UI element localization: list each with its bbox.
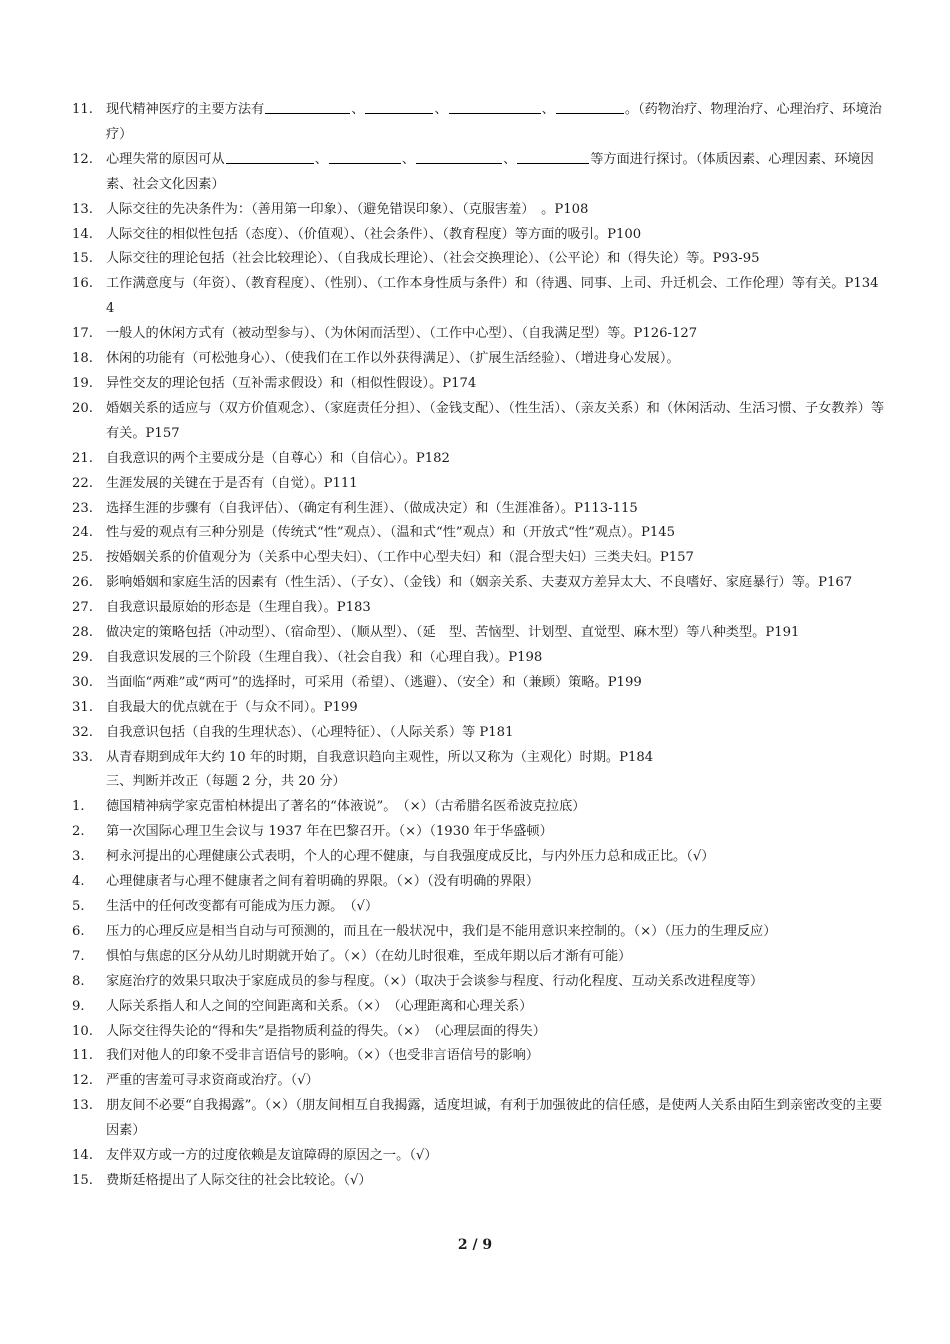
item-text: 从青春期到成年大约 10 年的时期，自我意识趋向主观性，所以又称为（主观化）时期。P184	[106, 749, 654, 765]
list-item	[72, 272, 884, 322]
fill-in-items	[72, 98, 884, 198]
list-item	[72, 98, 884, 148]
item-text: 人际交往的相似性包括（态度）、（价值观）、（社会条件）、（教育程度）等方面的吸引。P100	[106, 226, 642, 242]
item-text: 柯永河提出的心理健康公式表明，个人的心理不健康，与自我强度成反比，与内外压力总和成正比。（√）	[106, 849, 715, 865]
item-number: 17.	[72, 326, 93, 342]
item-text: 费斯廷格提出了人际交往的社会比较论。（√）	[106, 1172, 372, 1188]
item-number: 27.	[72, 600, 93, 616]
item-text: 自我意识的两个主要成分是（自尊心）和（自信心）。P182	[106, 450, 450, 466]
item-text-segment: 等方面进行探讨。（体质因素、心理因素、环境因素、社会文化因素）	[106, 151, 874, 192]
list-item	[72, 696, 884, 721]
list-item	[72, 895, 884, 920]
item-text-segment: 、	[351, 102, 365, 117]
item-text: 按婚姻关系的价值观分为（关系中心型夫妇）、（工作中心型夫妇）和（混合型夫妇）三类夫妇。P157	[106, 550, 694, 566]
page-number: 2 / 9	[457, 1237, 493, 1253]
item-number: 29.	[72, 649, 93, 665]
judgment-list	[72, 795, 884, 1194]
list-item	[72, 870, 884, 895]
item-number: 15.	[72, 251, 93, 267]
item-number: 1.	[72, 799, 85, 815]
item-text: 家庭治疗的效果只取决于家庭成员的参与程度。（×）（取决于会谈参与程度、行动化程度、互动关系改进程度等）	[106, 973, 764, 989]
list-item	[72, 795, 884, 820]
item-text: 工作满意度与（年资）、（教育程度）、（性别）、（工作本身性质与条件）和（待遇、同事、上司、升迁机会、工作伦理）等有关。P134 4	[106, 276, 879, 317]
item-number: 13.	[72, 201, 93, 217]
item-text: 自我意识包括（自我的生理状态）、（心理特征）、（人际关系）等 P181	[106, 724, 514, 740]
item-number: 28.	[72, 625, 93, 641]
item-number: 31.	[72, 699, 93, 715]
item-number: 14.	[72, 1148, 93, 1164]
item-text: 严重的害羞可寻求资商或治疗。（√）	[106, 1073, 319, 1089]
list-item	[72, 571, 884, 596]
item-text: 我们对他人的印象不受非言语信号的影响。（×）（也受非言语信号的影响）	[106, 1048, 540, 1064]
item-number: 26.	[72, 575, 93, 591]
list-item	[72, 247, 884, 272]
answer-list	[72, 198, 884, 771]
list-item	[72, 1044, 884, 1069]
list-item	[72, 646, 884, 671]
item-number: 11.	[72, 1048, 93, 1064]
item-number: 9.	[72, 998, 85, 1014]
item-number: 12.	[72, 1073, 93, 1089]
list-item	[72, 995, 884, 1020]
item-text	[106, 98, 884, 148]
item-text-segment: 、	[434, 102, 448, 117]
item-number: 21.	[72, 450, 93, 466]
answer-blank	[365, 99, 433, 114]
item-text: 自我意识发展的三个阶段（生理自我）、（社会自我）和（心理自我）。P198	[106, 649, 543, 665]
item-text-segment: 、	[503, 151, 517, 167]
list-item	[72, 322, 884, 347]
item-number: 33.	[72, 749, 93, 765]
list-item	[72, 845, 884, 870]
item-text: 朋友间不必要“自我揭露”。（×）（朋友间相互自我揭露，适度坦诚，有利于加强彼此的信任感，是使两人关系由陌生到亲密改变的主要因素）	[106, 1098, 883, 1139]
item-text: 做决定的策略包括（冲动型）、（宿命型）、（顺从型）、（延 型、苦恼型、计划型、直觉型、麻木型）等八种类型。P191	[106, 625, 800, 641]
item-number: 24.	[72, 525, 93, 541]
item-number: 15.	[72, 1172, 93, 1188]
list-item	[72, 920, 884, 945]
list-item	[72, 223, 884, 248]
item-number: 7.	[72, 948, 85, 964]
item-text-segment: 心理失常的原因可从	[106, 151, 225, 167]
item-text-segment: 现代精神医疗的主要方法有	[106, 102, 265, 117]
list-item	[72, 1020, 884, 1045]
item-number: 22.	[72, 475, 93, 491]
list-item	[72, 970, 884, 995]
item-text: 第一次国际心理卫生会议与 1937 年在巴黎召开。（×）（1930 年于华盛顿）	[106, 824, 553, 840]
list-item	[72, 148, 884, 198]
answer-blank	[517, 149, 589, 164]
list-item	[72, 1169, 884, 1194]
item-number: 30.	[72, 674, 93, 690]
item-text: 休闲的功能有（可松弛身心）、（使我们在工作以外获得满足）、（扩展生活经验）、（增进身心发展）。	[106, 351, 680, 367]
item-text: 当面临“两难”或“两可”的选择时，可采用（希望）、（逃避）、（安全）和（兼顾）策略。P199	[106, 674, 642, 690]
item-number: 32.	[72, 724, 93, 740]
item-number: 14.	[72, 226, 93, 242]
answer-blank	[265, 99, 350, 114]
item-text: 人际交往的先决条件为：（善用第一印象）、（避免错误印象）、（克服害羞） 。P108	[106, 201, 589, 217]
answer-blank	[416, 149, 502, 164]
list-item	[72, 1144, 884, 1169]
item-number: 10.	[72, 1023, 93, 1039]
item-text: 生活中的任何改变都有可能成为压力源。 （√）	[106, 899, 379, 914]
list-item	[72, 397, 884, 447]
item-number: 16.	[72, 276, 93, 292]
item-text: 性与爱的观点有三种分别是（传统式“性”观点）、（温和式“性”观点）和（开放式“性”观点）。P145	[106, 525, 676, 541]
item-text	[106, 148, 884, 198]
item-text: 友伴双方或一方的过度依赖是友谊障碍的原因之一。（√）	[106, 1148, 438, 1164]
item-text: 德国精神病学家克雷柏林提出了著名的“体液说”。 （×）（古希腊名医希波克拉底）	[106, 799, 586, 815]
list-item	[72, 721, 884, 746]
list-item	[72, 671, 884, 696]
answer-blank	[226, 149, 314, 164]
item-number: 4.	[72, 874, 85, 890]
item-number: 8.	[72, 973, 85, 989]
list-item	[72, 820, 884, 845]
list-item	[72, 596, 884, 621]
item-text-segment: 、	[314, 151, 328, 167]
item-number: 25.	[72, 550, 93, 566]
list-item	[72, 447, 884, 472]
list-item	[72, 472, 884, 497]
answer-blank	[329, 149, 401, 164]
item-text: 婚姻关系的适应与（双方价值观念）、（家庭责任分担）、（金钱支配）、（性生活）、（亲友关系）和（休闲活动、生活习惯、子女教养）等有关。P157	[106, 400, 885, 441]
item-text: 人际交往的理论包括（社会比较理论）、（自我成长理论）、（社会交换理论）、（公平论）和（得失论）等。P93-95	[106, 251, 760, 267]
item-text: 选择生涯的步骤有（自我评估）、（确定有利生涯）、（做成决定）和（生涯准备）。P113-115	[106, 500, 638, 516]
item-number: 20.	[72, 400, 93, 416]
item-number: 11.	[72, 102, 93, 117]
item-text: 人际关系指人和人之间的空间距离和关系。（×） （心理距离和心理关系）	[106, 998, 533, 1014]
list-item	[72, 746, 884, 771]
item-text: 心理健康者与心理不健康者之间有着明确的界限。（×）（没有明确的界限）	[106, 874, 540, 890]
item-number: 18.	[72, 351, 93, 367]
item-text: 人际交往得失论的“得和失”是指物质利益的得失。（×） （心理层面的得失）	[106, 1023, 546, 1039]
item-text: 一般人的休闲方式有（被动型参与）、（为休闲而活型）、（工作中心型）、（自我满足型）等。P126-127	[106, 326, 698, 342]
section-heading: 三、判断并改正（每题 2 分，共 20 分）	[106, 774, 346, 790]
item-number: 6.	[72, 923, 85, 939]
item-text: 惧怕与焦虑的区分从幼儿时期就开始了。（×）（在幼儿时很难，至成年期以后才渐有可能）	[106, 948, 632, 964]
list-item	[72, 546, 884, 571]
list-item	[72, 1094, 884, 1144]
list-item	[72, 1069, 884, 1094]
page-content	[72, 98, 884, 1194]
answer-blank	[556, 99, 624, 114]
list-item	[72, 945, 884, 970]
list-item	[72, 621, 884, 646]
item-number: 5.	[72, 899, 85, 914]
item-text: 压力的心理反应是相当自动与可预测的，而且在一般状况中，我们是不能用意识来控制的。（×）（压力的生理反应）	[106, 923, 777, 939]
item-text: 自我最大的优点就在于（与众不同）。P199	[106, 699, 358, 715]
list-item	[72, 497, 884, 522]
item-number: 19.	[72, 375, 93, 391]
item-text: 生涯发展的关键在于是否有（自觉）。P111	[106, 475, 358, 491]
item-number: 23.	[72, 500, 93, 516]
item-text-segment: 、	[541, 102, 555, 117]
answer-blank	[449, 99, 541, 114]
item-text: 自我意识最原始的形态是（生理自我）。P183	[106, 600, 371, 616]
item-number: 13.	[72, 1098, 93, 1114]
item-text-segment: 。（药物治疗、物理治疗、心理治疗、环境治疗）	[106, 102, 882, 142]
item-number: 12.	[72, 151, 93, 167]
list-item	[72, 347, 884, 372]
item-text: 异性交友的理论包括（互补需求假设）和（相似性假设）。P174	[106, 375, 477, 391]
list-item	[72, 372, 884, 397]
list-item	[72, 521, 884, 546]
list-item	[72, 198, 884, 223]
item-text-segment: 、	[401, 151, 416, 167]
item-number: 2.	[72, 824, 85, 840]
item-number: 3.	[72, 849, 85, 865]
item-text: 影响婚姻和家庭生活的因素有（性生活）、（子女）、（金钱）和（姻亲关系、夫妻双方差异太大、不良嗜好、家庭暴行）等。P167	[106, 575, 853, 591]
